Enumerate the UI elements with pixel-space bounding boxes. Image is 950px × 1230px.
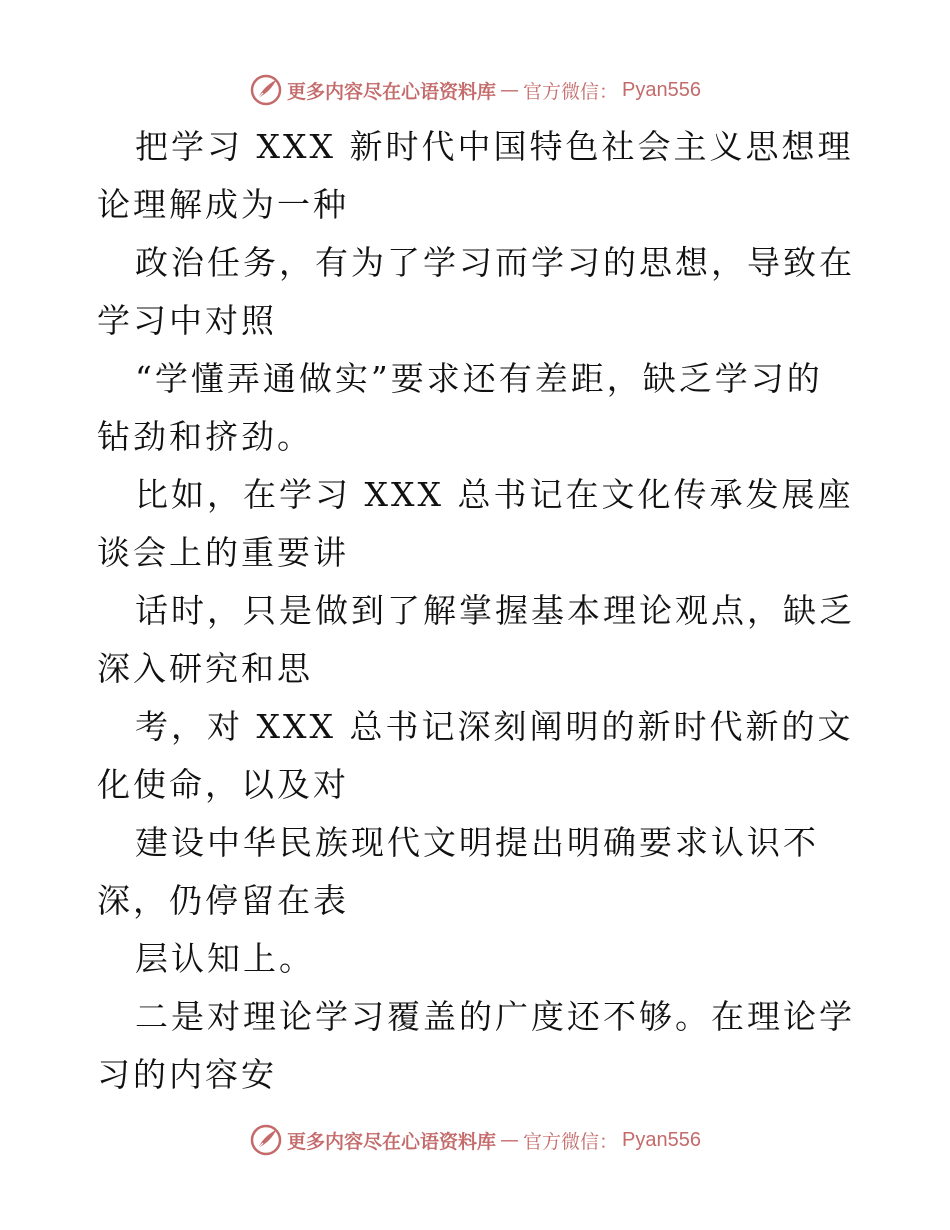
footer-separator: — xyxy=(500,1129,520,1151)
paragraph-5: 话时，只是做到了解掌握基本理论观点，缺乏深入研究和思 xyxy=(97,591,855,688)
quill-logo-icon xyxy=(249,73,283,107)
paragraph-6: 考，对 XXX 总书记深刻阐明的新时代新的文化使命，以及对 xyxy=(97,707,854,804)
header-separator: — xyxy=(500,79,520,101)
footer-wechat-label: 官方微信： xyxy=(523,1130,619,1153)
header-banner xyxy=(0,73,950,107)
paragraph-1: 把学习 XXX 新时代中国特色社会主义思想理论理解成为一种 xyxy=(97,127,854,224)
footer-wechat-id: Pyan556 xyxy=(622,1128,701,1151)
header-site-text: 更多内容尽在心语资料库 xyxy=(287,80,497,103)
paragraph-8: 层认知上。 xyxy=(135,939,315,978)
paragraph-7: 建设中华民族现代文明提出明确要求认识不深，仍停留在表 xyxy=(97,823,819,920)
paragraph-2: 政治任务，有为了学习而学习的思想，导致在学习中对照 xyxy=(97,243,855,340)
header-wechat-label: 官方微信： xyxy=(523,80,619,103)
footer-banner xyxy=(0,1123,950,1157)
paragraph-9: 二是对理论学习覆盖的广度还不够。在理论学习的内容安 xyxy=(97,997,855,1094)
header-wechat-id: Pyan556 xyxy=(622,78,701,101)
body-text xyxy=(97,118,857,1104)
quill-logo-icon xyxy=(249,1123,283,1157)
footer-site-text: 更多内容尽在心语资料库 xyxy=(287,1130,497,1153)
paragraph-4: 比如，在学习 XXX 总书记在文化传承发展座谈会上的重要讲 xyxy=(97,475,854,572)
paragraph-3: “学懂弄通做实”要求还有差距，缺乏学习的钻劲和挤劲。 xyxy=(97,359,823,456)
